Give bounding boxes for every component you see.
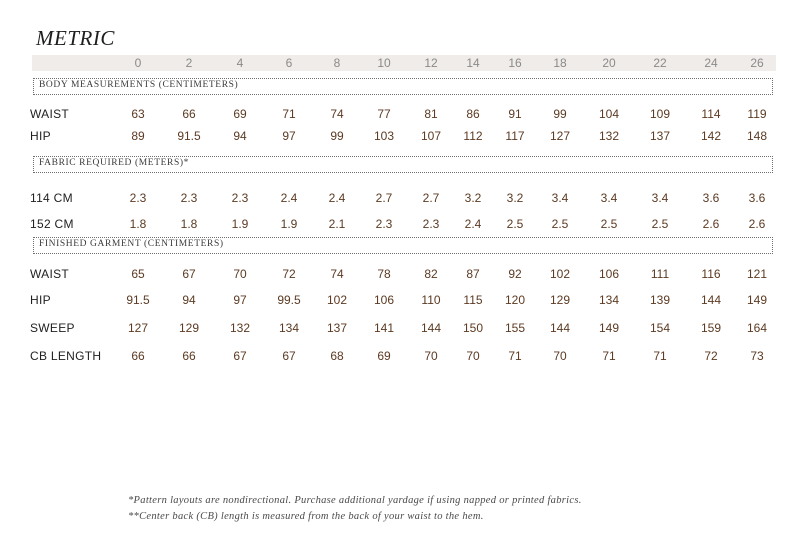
table-cell: 164 — [746, 321, 768, 335]
table-cell: 2.5 — [551, 217, 569, 231]
footnote-cb-length: **Center back (CB) length is measured from the back of your waist to the hem. — [128, 511, 484, 522]
row-label: SWEEP — [30, 321, 75, 335]
row-label: WAIST — [30, 107, 70, 121]
table-cell: 63 — [131, 107, 145, 121]
table-cell: 149 — [746, 293, 768, 307]
size-header-cell: 14 — [466, 56, 480, 70]
table-cell: 106 — [373, 293, 395, 307]
table-cell: 2.7 — [375, 191, 393, 205]
table-cell: 78 — [377, 267, 391, 281]
table-cell: 72 — [704, 349, 718, 363]
table-cell: 148 — [746, 129, 768, 143]
section-label-fabric: FABRIC REQUIRED (METERS)* — [39, 158, 189, 168]
row-label: WAIST — [30, 267, 70, 281]
table-cell: 119 — [747, 107, 767, 121]
table-cell: 2.5 — [506, 217, 524, 231]
size-header-cell: 20 — [602, 56, 616, 70]
size-header-cell: 26 — [750, 56, 764, 70]
table-cell: 1.8 — [180, 217, 198, 231]
table-cell: 1.9 — [231, 217, 249, 231]
table-cell: 2.1 — [328, 217, 346, 231]
table-cell: 92 — [508, 267, 522, 281]
size-header-cell: 2 — [185, 56, 193, 70]
table-cell: 144 — [700, 293, 722, 307]
row-label: 114 CM — [30, 191, 73, 205]
table-cell: 144 — [549, 321, 571, 335]
table-cell: 129 — [549, 293, 571, 307]
table-cell: 127 — [549, 129, 571, 143]
table-cell: 2.4 — [328, 191, 346, 205]
size-header-cell: 6 — [285, 56, 293, 70]
table-cell: 74 — [330, 267, 344, 281]
size-header-cell: 10 — [377, 56, 391, 70]
table-cell: 3.6 — [702, 191, 720, 205]
table-cell: 3.6 — [748, 191, 766, 205]
page-title: METRIC — [36, 26, 115, 50]
table-cell: 97 — [282, 129, 296, 143]
table-cell: 141 — [373, 321, 395, 335]
table-cell: 91 — [508, 107, 522, 121]
table-cell: 2.3 — [129, 191, 147, 205]
table-cell: 2.6 — [748, 217, 766, 231]
table-cell: 67 — [233, 349, 247, 363]
size-header-cell: 16 — [508, 56, 522, 70]
table-cell: 2.5 — [651, 217, 669, 231]
table-cell: 3.4 — [551, 191, 569, 205]
table-cell: 109 — [649, 107, 671, 121]
table-cell: 71 — [653, 349, 667, 363]
table-cell: 154 — [649, 321, 671, 335]
table-cell: 1.9 — [280, 217, 298, 231]
table-cell: 82 — [424, 267, 438, 281]
table-cell: 150 — [462, 321, 484, 335]
table-cell: 91.5 — [126, 293, 150, 307]
table-cell: 110 — [421, 293, 441, 307]
table-cell: 67 — [282, 349, 296, 363]
section-body-measurements — [33, 78, 773, 95]
table-cell: 74 — [330, 107, 344, 121]
table-cell: 137 — [326, 321, 348, 335]
table-cell: 86 — [466, 107, 480, 121]
table-cell: 112 — [463, 129, 483, 143]
table-cell: 134 — [278, 321, 300, 335]
table-cell: 81 — [424, 107, 438, 121]
size-header-cell: 24 — [704, 56, 718, 70]
table-cell: 159 — [700, 321, 722, 335]
table-cell: 111 — [650, 267, 670, 281]
table-cell: 2.5 — [600, 217, 618, 231]
table-cell: 71 — [508, 349, 522, 363]
size-header-cell: 18 — [553, 56, 567, 70]
row-label: CB LENGTH — [30, 349, 102, 363]
table-cell: 3.2 — [464, 191, 482, 205]
table-cell: 69 — [377, 349, 391, 363]
table-cell: 107 — [420, 129, 442, 143]
table-cell: 3.2 — [506, 191, 524, 205]
table-cell: 144 — [420, 321, 442, 335]
table-cell: 127 — [127, 321, 149, 335]
table-cell: 91.5 — [177, 129, 201, 143]
table-cell: 94 — [182, 293, 196, 307]
table-cell: 155 — [504, 321, 526, 335]
table-cell: 66 — [182, 349, 196, 363]
table-cell: 117 — [505, 129, 525, 143]
table-cell: 94 — [233, 129, 247, 143]
table-cell: 69 — [233, 107, 247, 121]
row-label: 152 CM — [30, 217, 74, 231]
table-cell: 2.3 — [375, 217, 393, 231]
table-cell: 2.3 — [180, 191, 198, 205]
table-cell: 134 — [598, 293, 620, 307]
row-label: HIP — [30, 129, 51, 143]
section-fabric-required — [33, 156, 773, 173]
table-cell: 66 — [131, 349, 145, 363]
table-cell: 116 — [701, 267, 721, 281]
table-cell: 132 — [598, 129, 620, 143]
table-cell: 115 — [463, 293, 483, 307]
table-cell: 139 — [649, 293, 671, 307]
size-header-cell: 22 — [653, 56, 667, 70]
section-finished-garment — [33, 237, 773, 254]
table-cell: 99 — [330, 129, 344, 143]
table-cell: 70 — [424, 349, 438, 363]
table-cell: 99.5 — [277, 293, 301, 307]
table-cell: 73 — [750, 349, 764, 363]
table-cell: 2.7 — [422, 191, 440, 205]
table-cell: 70 — [466, 349, 480, 363]
size-header-cell: 4 — [236, 56, 244, 70]
table-cell: 114 — [701, 107, 721, 121]
table-cell: 142 — [700, 129, 722, 143]
table-cell: 103 — [373, 129, 395, 143]
table-cell: 2.4 — [464, 217, 482, 231]
row-label: HIP — [30, 293, 51, 307]
table-cell: 72 — [282, 267, 296, 281]
table-cell: 2.4 — [280, 191, 298, 205]
table-cell: 89 — [131, 129, 145, 143]
table-cell: 70 — [553, 349, 567, 363]
table-cell: 70 — [233, 267, 247, 281]
table-cell: 129 — [178, 321, 200, 335]
table-cell: 71 — [602, 349, 616, 363]
table-cell: 97 — [233, 293, 247, 307]
table-cell: 99 — [553, 107, 567, 121]
table-cell: 106 — [598, 267, 620, 281]
table-cell: 137 — [649, 129, 671, 143]
table-cell: 3.4 — [600, 191, 618, 205]
table-cell: 2.3 — [422, 217, 440, 231]
table-cell: 65 — [131, 267, 145, 281]
size-header-cell: 0 — [134, 56, 142, 70]
table-cell: 77 — [377, 107, 391, 121]
table-cell: 2.3 — [231, 191, 249, 205]
table-cell: 2.6 — [702, 217, 720, 231]
section-label-finished: FINISHED GARMENT (CENTIMETERS) — [39, 239, 224, 249]
table-cell: 68 — [330, 349, 344, 363]
table-cell: 1.8 — [129, 217, 147, 231]
table-cell: 149 — [598, 321, 620, 335]
size-header-cell: 12 — [424, 56, 438, 70]
section-label-body: BODY MEASUREMENTS (CENTIMETERS) — [39, 80, 239, 90]
table-cell: 67 — [182, 267, 196, 281]
table-cell: 102 — [549, 267, 571, 281]
table-cell: 121 — [746, 267, 768, 281]
footnote-pattern-layouts: *Pattern layouts are nondirectional. Purchase additional yardage if using napped or printed fabrics. — [128, 495, 582, 506]
table-cell: 132 — [229, 321, 251, 335]
table-cell: 3.4 — [651, 191, 669, 205]
size-header-cell: 8 — [333, 56, 341, 70]
table-cell: 71 — [282, 107, 296, 121]
table-cell: 66 — [182, 107, 196, 121]
table-cell: 120 — [504, 293, 526, 307]
table-cell: 87 — [466, 267, 480, 281]
table-cell: 104 — [598, 107, 620, 121]
table-cell: 102 — [326, 293, 348, 307]
